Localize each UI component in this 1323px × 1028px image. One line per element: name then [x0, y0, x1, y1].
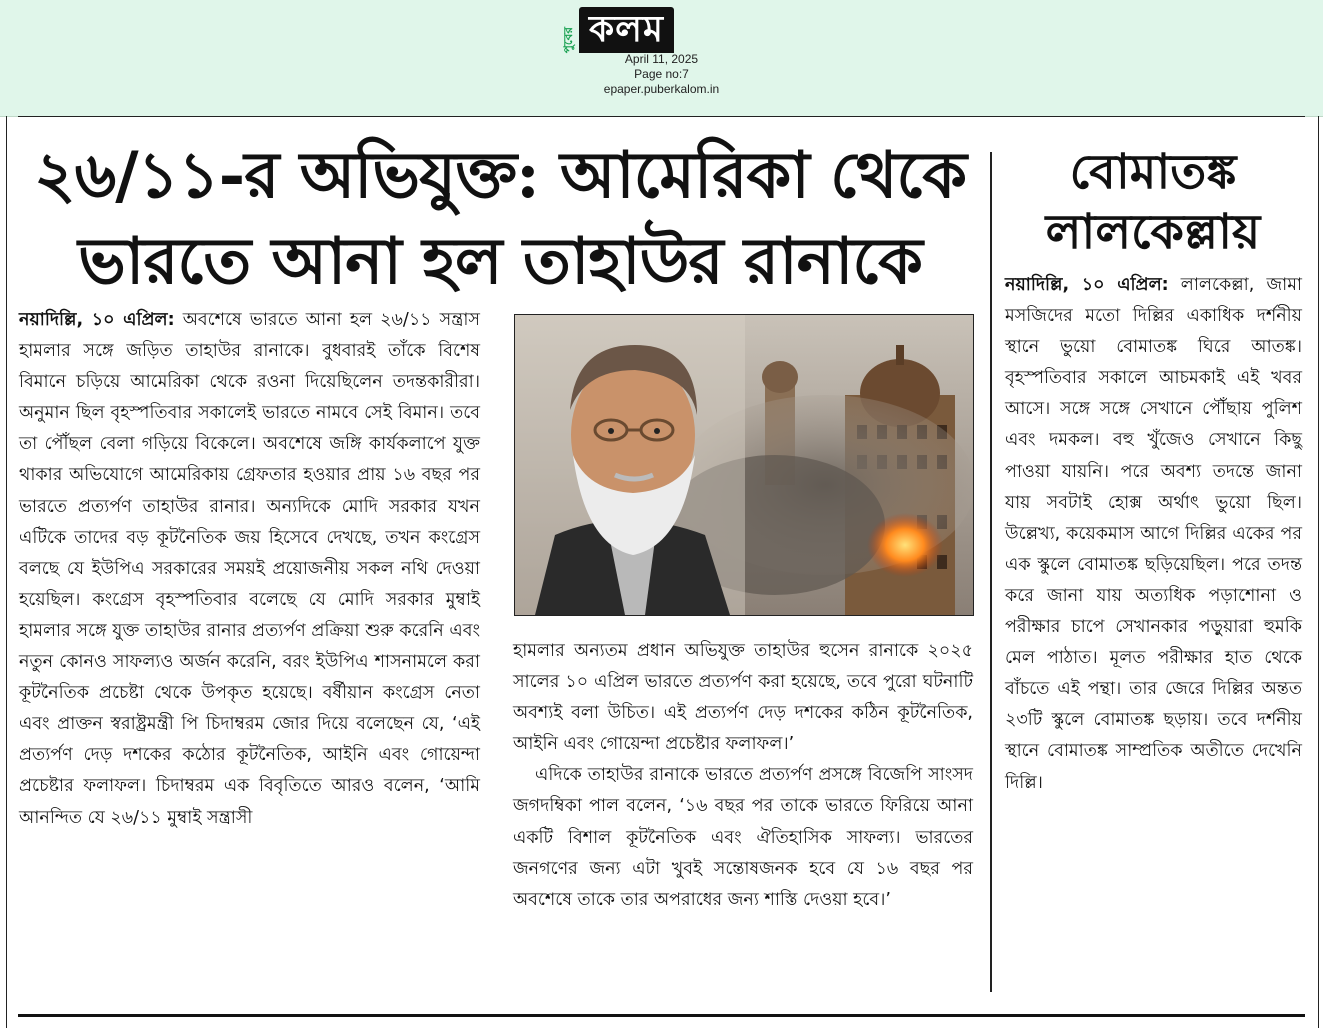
main-story-left-column — [19, 305, 480, 834]
photo-illustration — [515, 315, 973, 615]
main-story-dateline: নয়াদিল্লি, ১০ এপ্রিল: — [19, 310, 175, 330]
edition-date: April 11, 2025 — [624, 52, 699, 66]
side-story-body: লালকেল্লা, জামা মসজিদের মতো দিল্লির একাধিক দর্শনীয় স্থানে ভুয়ো বোমাতঙ্ক ঘিরে আতঙ্ক। বৃহস্পতিবার সকালে আচমকাই এই খবর আসে। সঙ্গে সঙ্গে সেখানে পৌঁছায় পুলিশ এবং দমকল। বহু খুঁজেও সেখানে কিছু পাওয়া যায়নি। পরে অবশ্য তদন্তে জানা যায় সবটাই হোক্স অর্থাৎ ভুয়ো ছিল। উল্লেখ্য, কয়েকমাস আগে দিল্লির একের পর এক স্কুলে বোমাতঙ্ক ছড়িয়েছিল। পরে তদন্ত করে জানা যায় অত্যধিক পড়াশোনা ও পরীক্ষার চাপে সেখানকার পড়ুয়ারা হুমকি মেল পাঠাত। মূলত পরীক্ষার হাত থেকে বাঁচতে এই পন্থা। তার জেরে দিল্লির অন্তত ২৩টি স্কুলে বোমাতঙ্ক ছড়ায়। তবে দর্শনীয় স্থানে বোমাতঙ্ক সাম্প্রতিক অতীতে দেখেনি দিল্লি। — [1005, 275, 1302, 793]
newspaper-logo — [561, 5, 674, 53]
logo-small-text: পুবের — [561, 26, 575, 53]
logo-text: কলম — [579, 7, 674, 53]
side-headline-line1: বোমাতঙ্ক — [1069, 144, 1237, 200]
rana-taj-photo — [514, 314, 974, 616]
epaper-header — [0, 0, 1323, 117]
bottom-rule — [18, 1014, 1305, 1017]
main-story-right-column — [513, 636, 973, 916]
page-number: Page no:7 — [634, 67, 689, 81]
main-headline-line1: ২৬/১১-র অভিযুক্ত: আমেরিকা থেকে — [33, 138, 966, 213]
portrait — [515, 315, 745, 615]
side-headline-line2: লালকেল্লায় — [1045, 204, 1261, 260]
main-headline-line2: ভারতে আনা হল তাহাউর রানাকে — [78, 224, 922, 299]
main-story-left-body: অবশেষে ভারতে আনা হল ২৬/১১ সন্ত্রাস হামলার সঙ্গে জড়িত তাহাউর রানাকে। বুধবারই তাঁকে বিশেষ বিমানে চড়িয়ে আমেরিকা থেকে রওনা দিয়েছিলেন তদন্তকারীরা। অনুমান ছিল বৃহস্পতিবার সকালেই ভারতে নামবে সেই বিমান। তবে তা পৌঁছল বেলা গড়িয়ে বিকেলে। অবশেষে জঙ্গি কার্যকলাপে যুক্ত থাকার অভিযোগে আমেরিকায় গ্রেফতার হওয়ার প্রায় ১৬ বছর পর ভারতে প্রত্যর্পণ তাহাউর রানার। অন্যদিকে মোদি সরকার যখন এটিকে তাদের বড় কূটনৈতিক জয় হিসেবে দেখছে, তখন কংগ্রেস বলছে যে ইউপিএ সরকারের সময়ই প্রয়োজনীয় সকল নথি দেওয়া হয়েছিল। কংগ্রেস বৃহস্পতিবার বলেছে যে মোদি সরকার মুম্বাই হামলার সঙ্গে যুক্ত তাহাউর রানার প্রত্যর্পণ প্রক্রিয়া শুরু করেনি এবং নতুন কোনও সাফল্যও অর্জন করেনি, বরং ইউপিএ শাসনামলে করা কূটনৈতিক প্রচেষ্টা থেকে উপকৃত হয়েছে। বর্ষীয়ান কংগ্রেস নেতা এবং প্রাক্তন স্বরাষ্ট্রমন্ত্রী পি চিদাম্বরম জোর দিয়ে বলেছেন যে, ‘এই প্রত্যর্পণ দেড় দশকের কঠোর কূটনৈতিক, আইনি এবং গোয়েন্দা প্রচেষ্টার ফলাফল। চিদাম্বরম এক বিবৃতিতে আরও বলেন, ‘আমি আনন্দিত যে ২৬/১১ মুম্বাই সন্ত্রাসী — [19, 310, 480, 828]
side-story-column — [1005, 270, 1302, 799]
site-url[interactable]: epaper.puberkalom.in — [603, 82, 720, 96]
main-story-right-para2: এদিকে তাহাউর রানাকে ভারতে প্রত্যর্পণ প্রসঙ্গে বিজেপি সাংসদ জগদম্বিকা পাল বলেন, ‘১৬ বছর পর তাকে ভারতে ফিরিয়ে আনা একটি বিশাল কূটনৈতিক এবং ঐতিহাসিক সাফল্য। ভারতের জনগণের জন্য এটা খুবই সন্তোষজনক হবে যে ১৬ বছর পর অবশেষে তাকে তার অপরাধের জন্য শাস্তি দেওয়া হবে।’ — [513, 765, 973, 910]
column-divider — [990, 152, 992, 992]
main-story-right-para1: হামলার অন্যতম প্রধান অভিযুক্ত তাহাউর হুসেন রানাকে ২০২৫ সালের ১০ এপ্রিল ভারতে প্রত্যর্পণ করা হয়েছে, তবে পুরো ঘটনাটি অবশ্যই বলা উচিত। এই প্রত্যর্পণ দেড় দশকের কঠিন কূটনৈতিক, আইনি এবং গোয়েন্দা প্রচেষ্টার ফলাফল।’ — [513, 641, 973, 755]
top-rule — [18, 116, 1305, 117]
side-story-dateline: নয়াদিল্লি, ১০ এপ্রিল: — [1005, 275, 1169, 295]
